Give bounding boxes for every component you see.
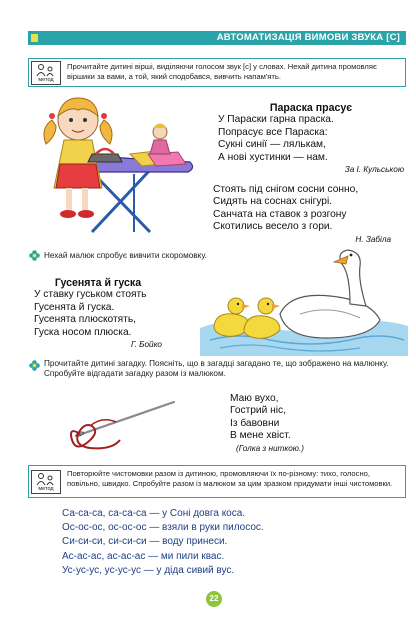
method-icon-label: метод: [38, 77, 54, 83]
riddle-answer: [236, 443, 304, 455]
task-text-4: Повторюйте чистомовки разом із дитиною, промовляючи їх по-різному: тихо, голосно, повільно, швидко. Спробуйте разом із малюком за цим зразком придумати інші чистомовки.: [67, 469, 393, 488]
chant-line: Ас-ас-ас, ас-ас-ас — ми пили квас.: [62, 550, 225, 562]
task-text-3: Прочитайте дитині загадку. Поясніть, що в загадці загадано те, що зображено на малюнку. Спробуйте відгадати загадку разом із малюком.: [44, 359, 389, 379]
poem-line: У ставку гуськом стоять: [34, 289, 147, 301]
section-title: АВТОМАТИЗАЦІЯ ВИМОВИ ЗВУКА [С]: [216, 32, 400, 43]
poem-line: Скотились весело з гори.: [213, 221, 333, 233]
family-icon: [35, 63, 57, 77]
riddle-line: Гострий ніс,: [230, 405, 286, 417]
family-icon: [35, 472, 57, 486]
flower-bullet-icon: [29, 250, 40, 261]
chant-line: Ос-ос-ос, ос-ос-ос — взяли в руки пилосос.: [62, 522, 264, 534]
poem-line: Сукні синії — лялькам,: [218, 139, 326, 151]
poem-line: Санчата на ставок з розгону: [213, 208, 347, 220]
poem-sosny: [213, 184, 405, 246]
poem-line: Попрасує все Параска:: [218, 126, 328, 138]
poem-line: Гуска носом плюска.: [34, 326, 132, 338]
method-box-2: [28, 465, 406, 498]
riddle: [230, 393, 330, 443]
poem-line: Сидять на соснах снігурі.: [213, 196, 333, 208]
girl-ironing-illustration: [30, 92, 200, 242]
riddle-line: В мене хвіст.: [230, 430, 291, 442]
poem-line: А нові хустинки — нам.: [218, 151, 328, 163]
poem-line: Стоять під снігом сосни сонно,: [213, 184, 359, 195]
section-header: [28, 31, 406, 45]
chant-line: Са-са-са, са-са-са — у Соні довга коса.: [62, 508, 246, 519]
poem-title: Гусенята й гуска: [54, 277, 142, 289]
task-text-2: Нехай малюк спробує вивчити скоромовку.: [44, 251, 207, 260]
header-marker: [31, 34, 38, 42]
chant-line: Ус-ус-ус, ус-ус-ус — у діда сивий вус.: [62, 564, 235, 576]
riddle-line: Із бавовни: [230, 417, 280, 429]
page-number-badge: 22: [206, 591, 222, 607]
riddle-line: Маю вухо,: [230, 393, 279, 404]
poem-author: За І. Кульською: [344, 165, 404, 175]
flower-bullet-icon: [29, 360, 40, 371]
chant-list: [62, 507, 264, 578]
poem-author: Н. Забіла: [355, 234, 391, 244]
task-text-1: Прочитайте дитині вірші, виділяючи голосом звук [с] у словах. Нехай дитина промовляє віршики за вами, а той, який сподобався, вивчить напам'ять.: [67, 62, 377, 81]
poem-title: Параска прасує: [269, 102, 353, 114]
method-icon-label: метод: [38, 486, 54, 492]
poem-author: Г. Бойко: [130, 340, 162, 350]
goose-goslings-illustration: [200, 244, 408, 356]
riddle-answer-text: (Голка з ниткою.): [236, 444, 304, 453]
poem-paraska: [218, 102, 404, 176]
poem-line: Гусенята плюскотять,: [34, 314, 136, 326]
method-box-1: [28, 58, 406, 87]
method-icon: [31, 470, 61, 494]
needle-thread-illustration: [62, 396, 180, 452]
method-icon: [31, 61, 61, 85]
chant-line: Си-си-си, си-си-си — воду принеси.: [62, 536, 228, 548]
poem-line: Гусенята й гуска.: [34, 301, 115, 313]
poem-line: У Параски гарна праска.: [218, 114, 334, 126]
poem-gusenyata: [34, 277, 162, 351]
